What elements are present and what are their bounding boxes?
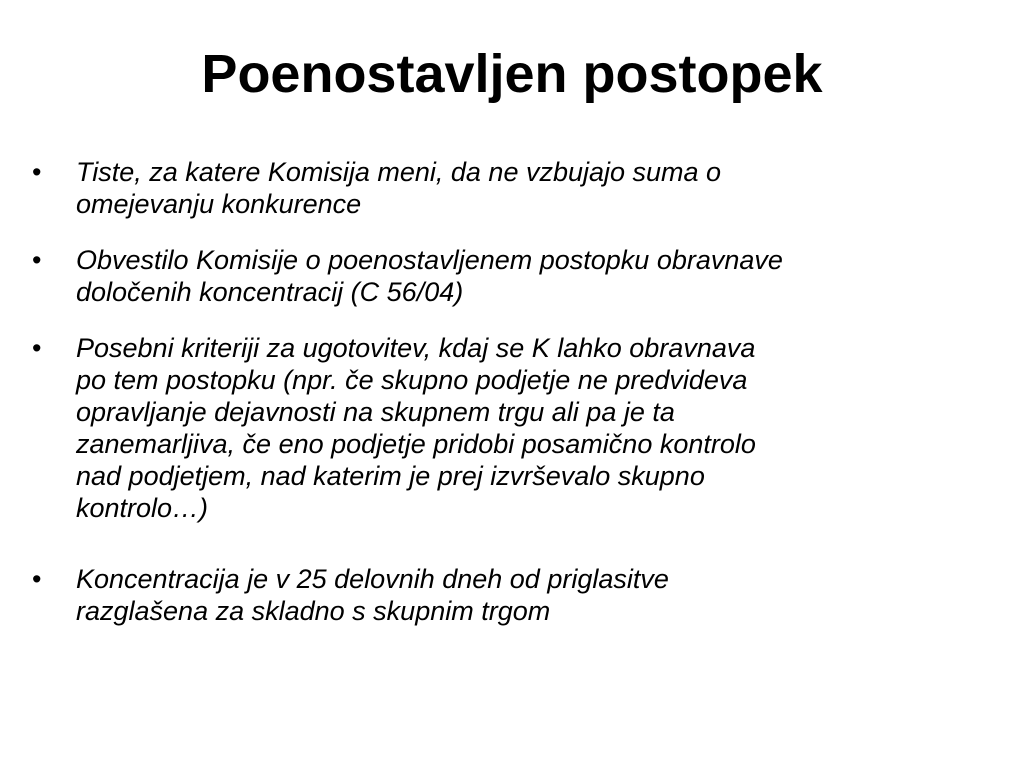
bullet-icon: •: [32, 245, 42, 275]
slide-title: Poenostavljen postopek: [201, 44, 823, 104]
bullet-text: Posebni kriteriji za ugotovitev, kdaj se K lahko obravnava po tem postopku (npr. če skupno podjetje ne predvideva opravljanje dejavnosti na skupnem trgu ali pa je ta zanemarljiva, če eno podjetje pridobi posamično kontrolo nad podjetjem, nad katerim je prej izvrševalo skupno kontrolo…): [76, 333, 756, 523]
bullet-icon: •: [32, 157, 42, 187]
bullet-icon: •: [32, 333, 42, 363]
bullet-icon: •: [32, 564, 42, 594]
bullet-text: Koncentracija je v 25 delovnih dneh od priglasitve razglašena za skladno s skupnim trgom: [76, 564, 669, 626]
bullet-text: Tiste, za katere Komisija meni, da ne vzbujajo suma o omejevanju konkurence: [76, 157, 722, 219]
bullet-text: Obvestilo Komisije o poenostavljenem postopku obravnave določenih koncentracij (C 56/04): [76, 245, 783, 307]
